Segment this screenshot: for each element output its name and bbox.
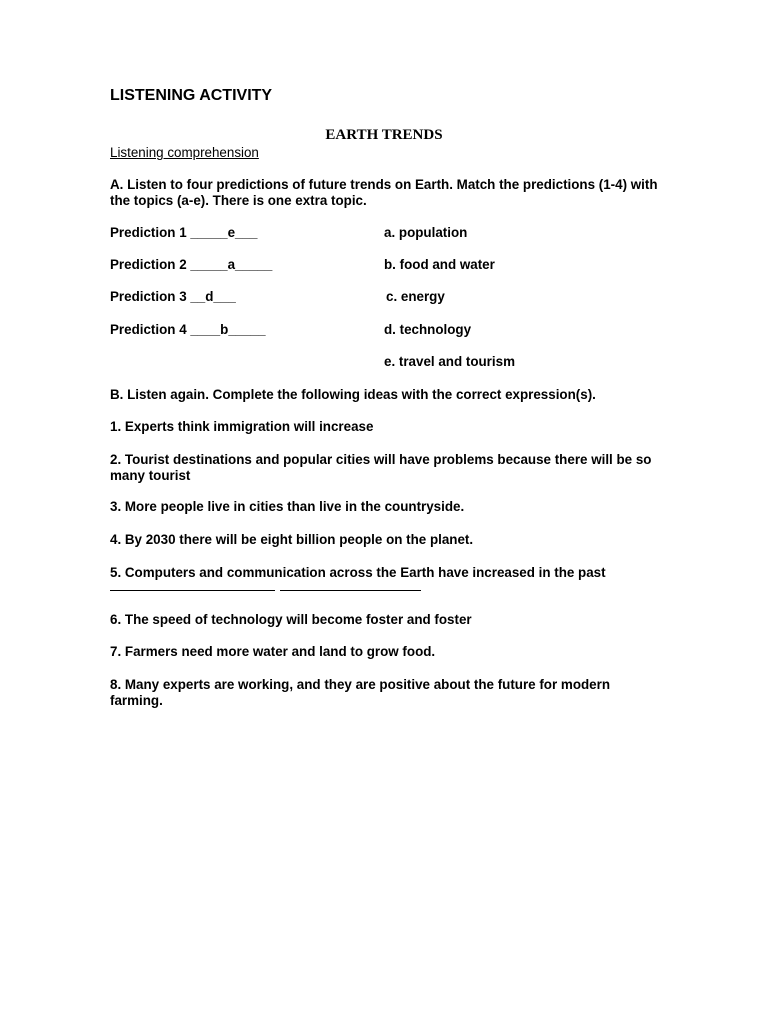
answer-blank-1 [110, 590, 275, 591]
item-3: 3. More people live in cities than live in the countryside. [110, 499, 465, 514]
part-a-instructions: A. Listen to four predictions of future trends on Earth. Match the predictions (1-4) with the topics (a-e). There is one extra topic. [110, 177, 658, 208]
prediction-2: Prediction 2 _____a_____ [110, 257, 273, 272]
prediction-1: Prediction 1 _____e___ [110, 225, 258, 240]
worksheet-subtitle: EARTH TRENDS [325, 127, 443, 143]
answer-blank-2 [280, 590, 421, 591]
topic-a: a. population [384, 225, 468, 240]
item-4: 4. By 2030 there will be eight billion people on the planet. [110, 532, 474, 547]
item-1: 1. Experts think immigration will increase [110, 419, 374, 434]
page-title: LISTENING ACTIVITY [110, 87, 273, 104]
topic-e: e. travel and tourism [384, 354, 515, 369]
topic-c: c. energy [386, 289, 445, 304]
topic-b: b. food and water [384, 257, 495, 272]
part-b-instructions: B. Listen again. Complete the following ideas with the correct expression(s). [110, 387, 596, 402]
item-7: 7. Farmers need more water and land to grow food. [110, 644, 436, 659]
section-label: Listening comprehension [110, 145, 259, 160]
item-5: 5. Computers and communication across the Earth have increased in the past [110, 565, 606, 580]
item-2: 2. Tourist destinations and popular cities will have problems because there will be so many tourist [110, 452, 652, 483]
item-8: 8. Many experts are working, and they are positive about the future for modern farming. [110, 677, 611, 708]
item-6: 6. The speed of technology will become foster and foster [110, 612, 472, 627]
prediction-4: Prediction 4 ____b_____ [110, 322, 266, 337]
topic-d: d. technology [384, 322, 472, 337]
prediction-3: Prediction 3 __d___ [110, 289, 236, 304]
